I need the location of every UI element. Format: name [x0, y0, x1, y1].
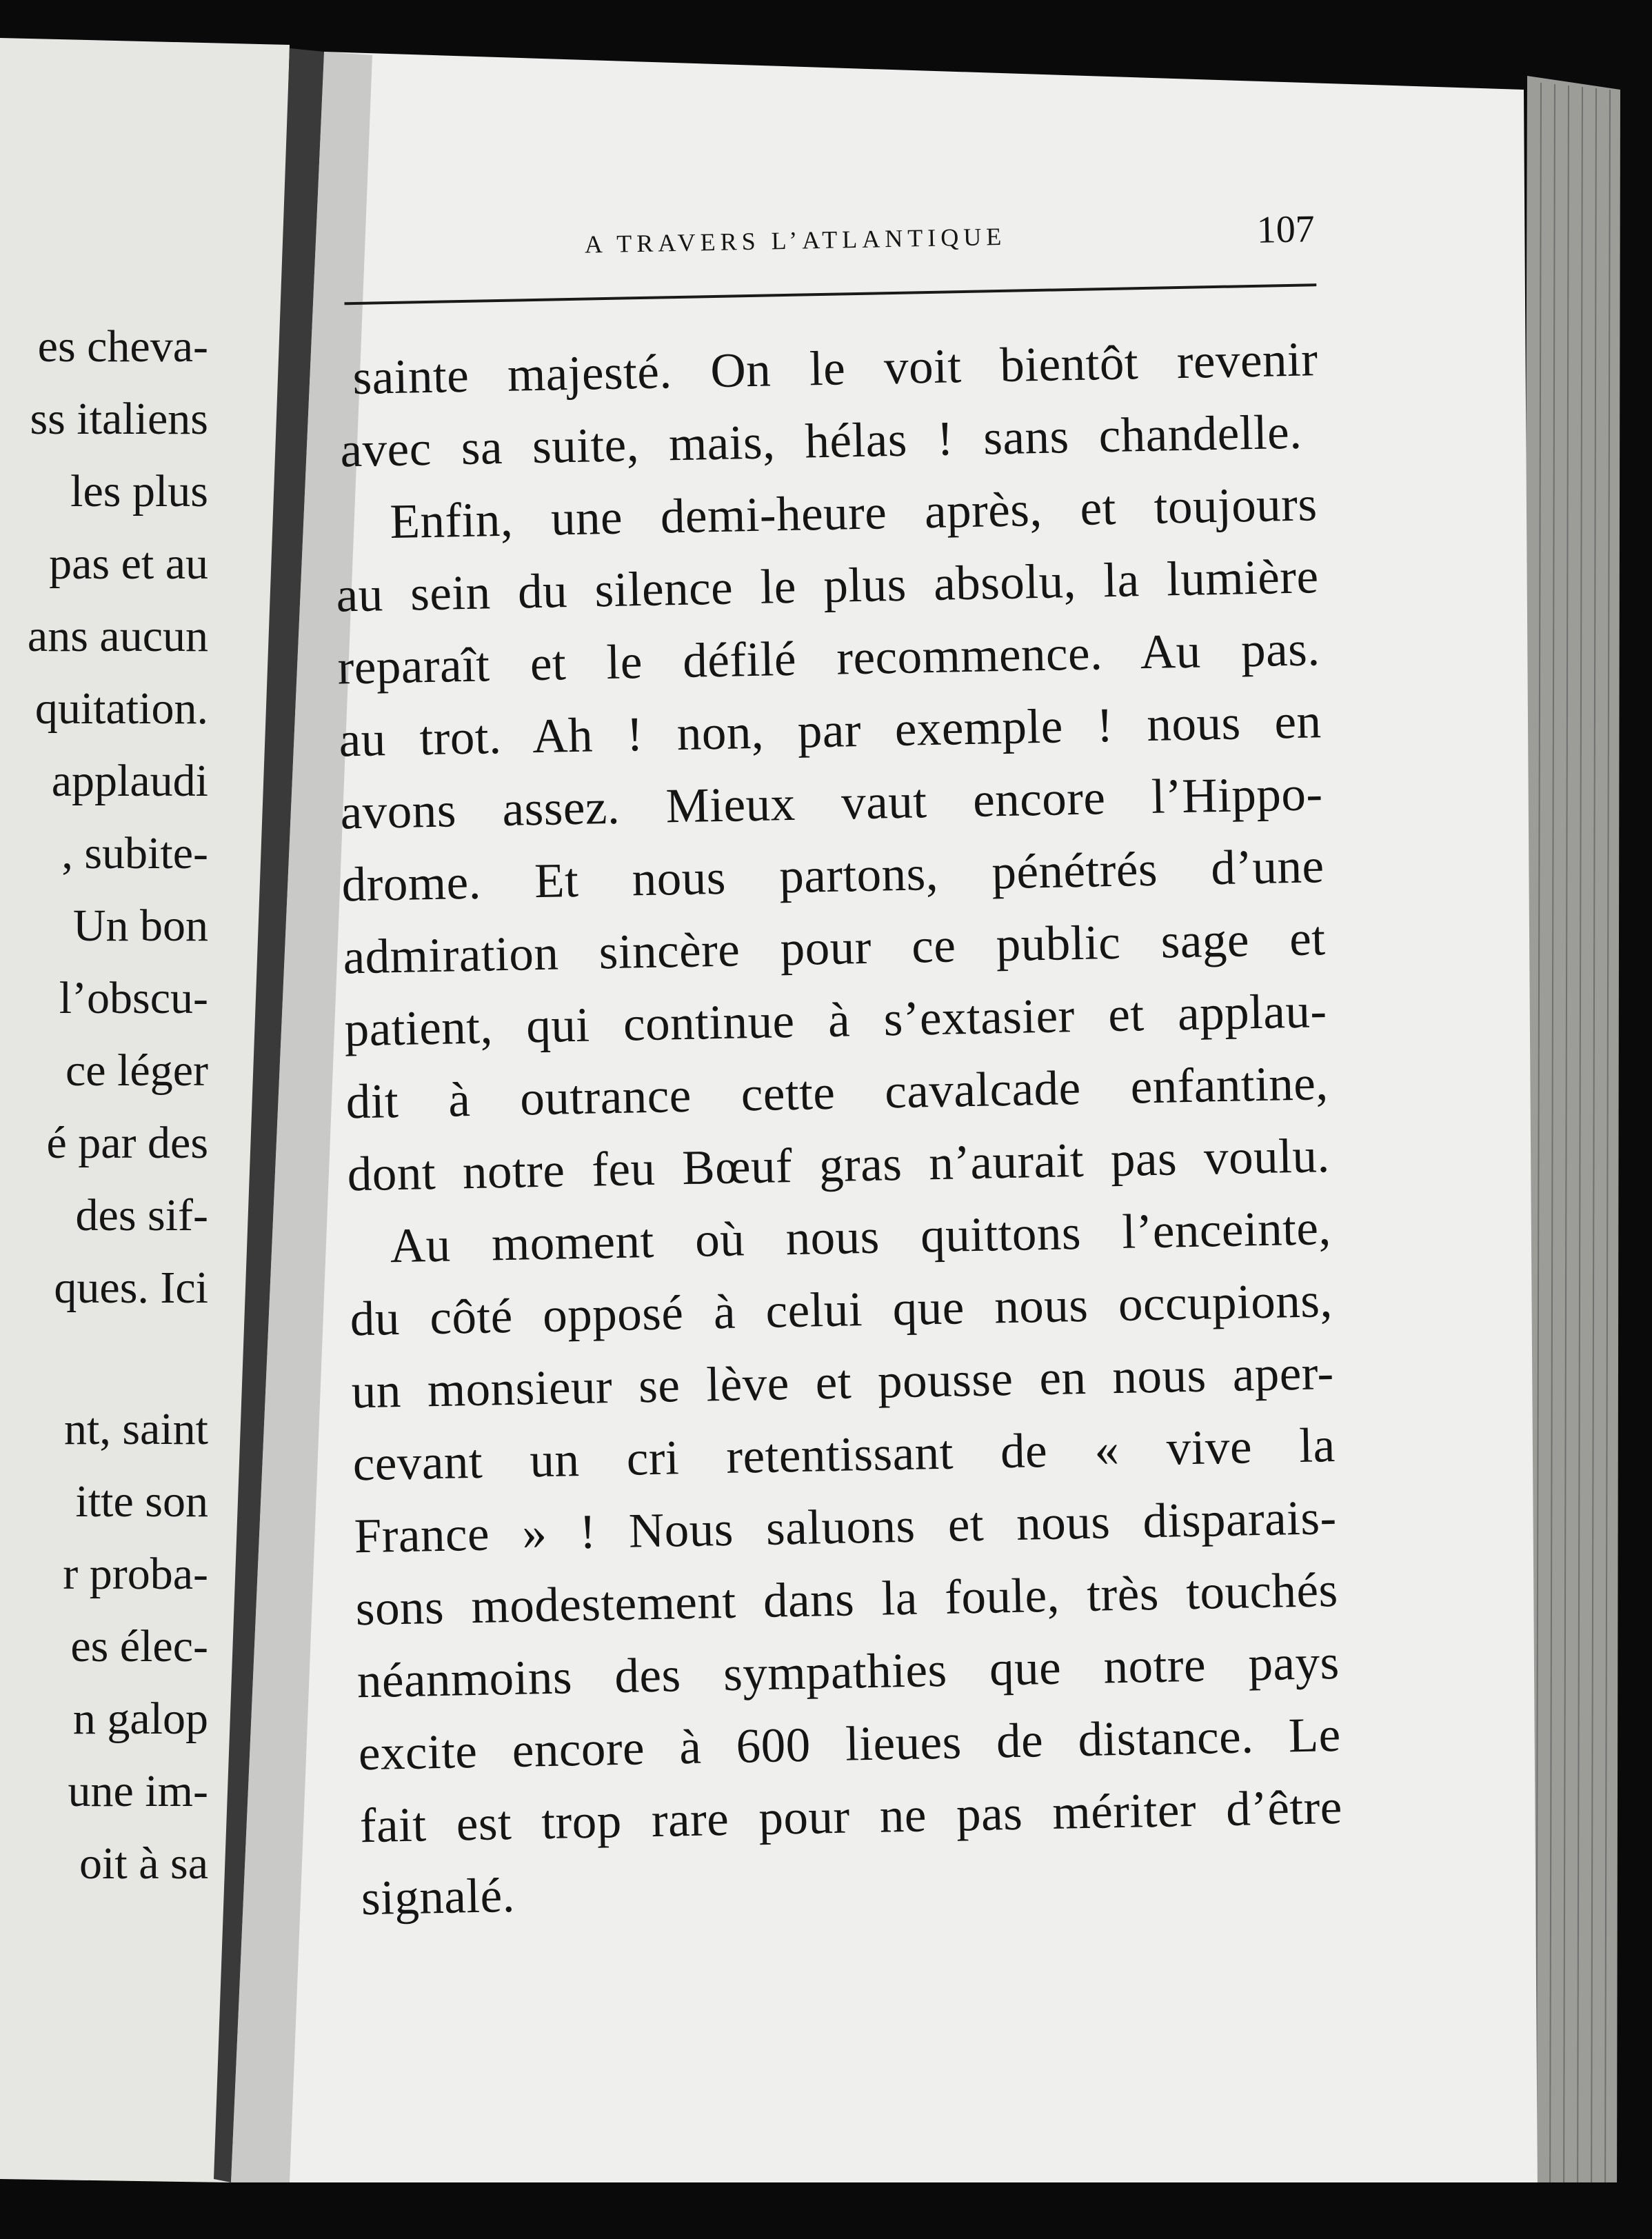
- facing-page-line: n galop: [72, 1694, 208, 1744]
- header-rule: [344, 283, 1316, 305]
- facing-page-line: é par des: [46, 1118, 208, 1168]
- facing-page-line: r proba-: [63, 1549, 208, 1599]
- facing-page-line: Un bon: [72, 901, 208, 951]
- body-line: excite encore à 600 lieues de distance. Le: [358, 1707, 1342, 1781]
- facing-page-line: es élec-: [70, 1621, 208, 1671]
- page-number: 107: [1256, 208, 1316, 252]
- facing-page-line: ss italiens: [30, 394, 208, 444]
- body-line: sainte majesté. On le voit bientôt revenir: [352, 332, 1319, 405]
- body-line: fait est trop rare pour ne pas mériter d’être: [359, 1780, 1343, 1854]
- facing-page-line: es cheva-: [37, 321, 208, 372]
- body-line: avec sa suite, mais, hélas ! sans chandelle.: [339, 405, 1303, 478]
- running-head: A TRAVERS L’ATLANTIQUE: [584, 222, 1007, 259]
- facing-page-line: applaudi: [51, 756, 208, 806]
- body-line: au sein du silence le plus absolu, la lumière: [335, 550, 1320, 623]
- body-line-last: signalé.: [361, 1868, 516, 1926]
- facing-page-line: nt, saint: [64, 1404, 208, 1454]
- body-line: dit à outrance cette cavalcade enfantine,: [345, 1056, 1329, 1129]
- facing-page-line: ans aucun: [27, 611, 208, 661]
- body-line: France » ! Nous saluons et nous disparais-: [354, 1490, 1338, 1564]
- paragraph-start-line: Au moment où nous quittons l’enceinte,: [390, 1201, 1332, 1274]
- body-line: cevant un cri retentissant de « vive la: [352, 1418, 1336, 1492]
- facing-page-line: ce léger: [66, 1045, 208, 1096]
- body-line: reparaît et le défilé recommence. Au pas.: [336, 622, 1321, 695]
- facing-page-line: oit à sa: [79, 1838, 208, 1889]
- body-line: au trot. Ah ! non, par exemple ! nous en: [338, 694, 1322, 767]
- body-line: admiration sincère pour ce public sage et: [342, 912, 1327, 985]
- facing-page-line: des sif-: [75, 1190, 208, 1241]
- body-line: patient, qui continue à s’extasier et applau-: [343, 984, 1328, 1057]
- facing-page-line: une im-: [68, 1766, 208, 1816]
- facing-page-line: pas et au: [49, 539, 208, 589]
- facing-page-line: les plus: [70, 466, 208, 516]
- facing-page-line: , subite-: [61, 828, 208, 878]
- body-line: néanmoins des sympathies que notre pays: [356, 1635, 1340, 1709]
- body-line: drome. Et nous partons, pénétrés d’une: [341, 839, 1325, 912]
- facing-page-line: ques. Ici: [54, 1263, 208, 1313]
- facing-page-line: l’obscu-: [59, 973, 208, 1023]
- body-line: avons assez. Mieux vaut encore l’Hippo-: [339, 767, 1324, 840]
- body-line: sons modestement dans la foule, très touchés: [355, 1563, 1339, 1636]
- facing-page-line: quitation.: [34, 683, 208, 734]
- body-line: dont notre feu Bœuf gras n’aurait pas voulu.: [347, 1129, 1331, 1202]
- body-line: du côté opposé à celui que nous occupions,: [350, 1274, 1333, 1347]
- body-line: un monsieur se lève et pousse en nous aper-: [351, 1345, 1335, 1419]
- facing-page-line: itte son: [75, 1476, 208, 1527]
- paragraph-start-line: Enfin, une demi-heure après, et toujours: [389, 477, 1318, 550]
